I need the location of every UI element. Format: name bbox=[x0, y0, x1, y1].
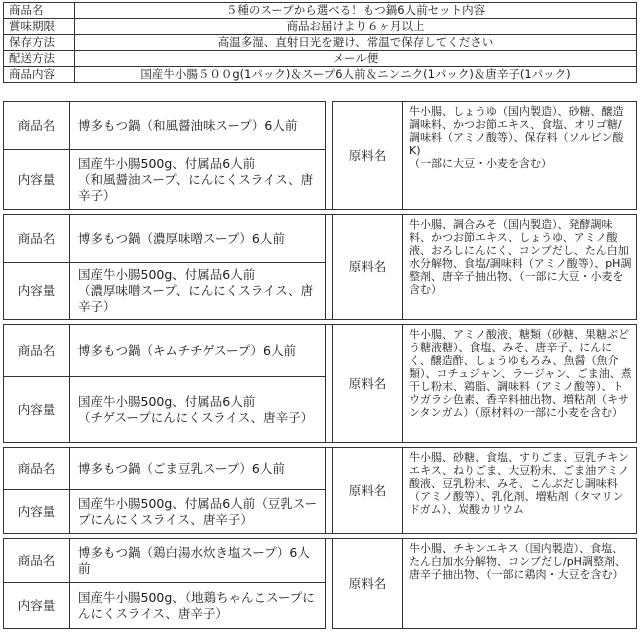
product-content: 国産牛小腸500g、付属品6人前（豆乳スープにんにくスライス、唐辛子） bbox=[70, 490, 326, 534]
summary-label: 商品名 bbox=[4, 3, 75, 19]
content-label: 内容量 bbox=[4, 583, 70, 629]
summary-row-delivery bbox=[4, 51, 637, 67]
summary-value: メール便 bbox=[75, 51, 637, 67]
product-row-name bbox=[4, 539, 637, 583]
column-gap bbox=[326, 325, 333, 443]
content-label: 内容量 bbox=[4, 377, 70, 443]
summary-table bbox=[3, 2, 637, 83]
product-name-label: 商品名 bbox=[4, 325, 70, 377]
product-name: 博多もつ鍋（キムチチゲスープ）6人前 bbox=[70, 325, 326, 377]
product-name-label: 商品名 bbox=[4, 215, 70, 263]
product-name: 博多もつ鍋（鶏白湯水炊き塩スープ）6人前 bbox=[70, 539, 326, 583]
product-name: 博多もつ鍋（和風醤油味スープ）6人前 bbox=[70, 102, 326, 150]
column-gap bbox=[326, 215, 333, 320]
ingredients-label: 原料名 bbox=[333, 102, 403, 210]
summary-value: 商品お届けより６ヶ月以上 bbox=[75, 19, 637, 35]
product-row-name bbox=[4, 448, 637, 490]
summary-row-name bbox=[4, 3, 637, 19]
content-label: 内容量 bbox=[4, 490, 70, 534]
ingredients-label: 原料名 bbox=[333, 539, 403, 629]
product-row-name bbox=[4, 325, 637, 377]
product-content: 国産牛小腸500g、付属品6人前 （チゲスープにんにくスライス、唐辛子） bbox=[70, 377, 326, 443]
summary-label: 保存方法 bbox=[4, 35, 75, 51]
content-label: 内容量 bbox=[4, 263, 70, 320]
product-name: 博多もつ鍋（濃厚味噌スープ）6人前 bbox=[70, 215, 326, 263]
summary-value: ５種のスープから選べる！もつ鍋6人前セット内容 bbox=[75, 3, 637, 19]
ingredients-text: 牛小腸、調合みそ（国内製造）、発酵調味料、かつお節エキス、しょうゆ、アミノ酸液、おろしにんにく、コンブだし、たん白加水分解物、食塩/調味料（アミノ酸等）、pH調整剤、唐辛子抽出物、（一部に大豆・小麦を含む） bbox=[403, 215, 637, 320]
content-label: 内容量 bbox=[4, 150, 70, 210]
product-name-label: 商品名 bbox=[4, 448, 70, 490]
summary-label: 配送方法 bbox=[4, 51, 75, 67]
product-content: 国産牛小腸500g、付属品6人前 （和風醤油スープ、にんにくスライス、唐辛子） bbox=[70, 150, 326, 210]
summary-row-contents bbox=[4, 67, 637, 83]
product-name-label: 商品名 bbox=[4, 102, 70, 150]
ingredients-text: 牛小腸、砂糖、食塩、すりごま、豆乳チキンエキス、ねりごま、大豆粉末、ごま油アミノ酸液、豆乳粉末、みそ、こんぶだし調味料（アミノ酸等）、乳化剤、増粘剤（タマリンドガム）、炭酸カリウム bbox=[403, 448, 637, 534]
ingredients-text: 牛小腸、チキンエキス（国内製造）、食塩、たん白加水分解物、コンブだし/pH調整剤、唐辛子抽出物、（一部に鶏肉・大豆を含む） bbox=[403, 539, 637, 629]
product-row-name bbox=[4, 215, 637, 263]
product-content: 国産牛小腸500g、（地鶏ちゃんこスープにんにくスライス、唐辛子） bbox=[70, 583, 326, 629]
ingredients-label: 原料名 bbox=[333, 325, 403, 443]
product-name: 博多もつ鍋（ごま豆乳スープ）6人前 bbox=[70, 448, 326, 490]
product-content: 国産牛小腸500g、付属品6人前 （濃厚味噌スープ、にんにくスライス、唐辛子） bbox=[70, 263, 326, 320]
ingredients-label: 原料名 bbox=[333, 448, 403, 534]
products-table bbox=[3, 101, 637, 629]
ingredients-label: 原料名 bbox=[333, 215, 403, 320]
product-name-label: 商品名 bbox=[4, 539, 70, 583]
column-gap bbox=[326, 448, 333, 534]
column-gap bbox=[326, 539, 333, 629]
summary-row-storage bbox=[4, 35, 637, 51]
ingredients-text: 牛小腸、アミノ酸液、糖類（砂糖、果糖ぶどう糖液糖）、食塩、みそ、唐辛子、にんにく、醸造酢、しょうゆもろみ、魚醤（魚介類）、コチュジャン、ラージャン、ごま油、煮干し粉末、鶏脂、調味料（アミノ酸等）、トウガラシ色素、香辛料抽出物、増粘剤（キサンタンガム）（原材料の一部に小麦を含む） bbox=[403, 325, 637, 443]
column-gap bbox=[326, 102, 333, 210]
summary-value: 国産牛小腸５００g(1パック)＆スープ6人前＆ニンニク(1パック)＆唐辛子(1パック) bbox=[75, 67, 637, 83]
ingredients-text: 牛小腸、しょうゆ（国内製造）、砂糖、醸造調味料、かつお節エキス、食塩、オリゴ糖/調味料（アミノ酸等）、保存料（ソルビン酸K) （一部に大豆・小麦を含む） bbox=[403, 102, 637, 210]
product-row-name bbox=[4, 102, 637, 150]
summary-value: 高温多湿、直射日光を避け、常温で保存してください bbox=[75, 35, 637, 51]
summary-label: 賞味期限 bbox=[4, 19, 75, 35]
summary-row-expiry bbox=[4, 19, 637, 35]
summary-label: 商品内容 bbox=[4, 67, 75, 83]
